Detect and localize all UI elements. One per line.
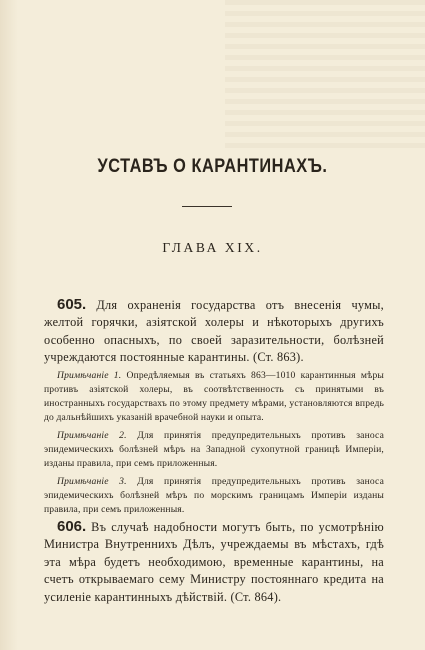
article-605 <box>44 296 384 367</box>
article-text: Въ случаѣ надобности могутъ быть, по усмотрѣнію Министра Внутреннихъ Дѣлъ, учреждаемы въ мѣстахъ, гдѣ эта мѣра будетъ необходимою, временные карантины, на счетъ открываемаго сему Министру постояннаго кредита на усиленіе карантинныхъ дѣйствій. (Ст. 864). <box>44 520 384 604</box>
note-1 <box>44 369 384 425</box>
note-label: Примѣчаніе 2. <box>57 430 127 441</box>
note-text: Для принятія предупредительныхъ противъ заноса эпидемическихъ болѣзней мѣръ на Западной сухопутной границѣ Имперіи, изданы правила, при семъ приложенныя. <box>44 430 384 469</box>
article-number: 605. <box>57 296 87 313</box>
note-label: Примѣчаніе 3. <box>57 476 127 487</box>
page-title: УСТАВЪ О КАРАНТИНАХЪ. <box>97 156 328 177</box>
note-label: Примѣчаніе 1. <box>57 370 122 381</box>
chapter-heading: ГЛАВА XIX. <box>162 240 263 255</box>
article-number: 606. <box>57 518 87 535</box>
show-through-texture <box>225 0 425 150</box>
note-2 <box>44 429 384 471</box>
note-text: Опредѣляемыя въ статьяхъ 863—1010 карантинныя мѣры противъ азіятской холеры, въ соотвѣтственность съ принятыми въ иностранныхъ государствахъ по этому предмету мѣрами, установляются впредь до дальнѣйшихъ указаній врачебной науки и опыта. <box>44 370 384 423</box>
article-606 <box>44 518 384 606</box>
title-divider <box>182 206 232 207</box>
note-3 <box>44 475 384 517</box>
note-text: Для принятія предупредительныхъ противъ заноса эпидемическихъ болѣзней мѣръ по морскимъ границамъ Имперіи изданы правила, при семъ приложенныя. <box>44 476 384 515</box>
article-text: Для охраненія государства отъ внесенія чумы, желтой горячки, азіятской холеры и нѣкоторыхъ другихъ особенно опасныхъ, по своей заразительности, болѣзней учреждаются постоянные карантины. (Ст. 863). <box>44 298 384 365</box>
